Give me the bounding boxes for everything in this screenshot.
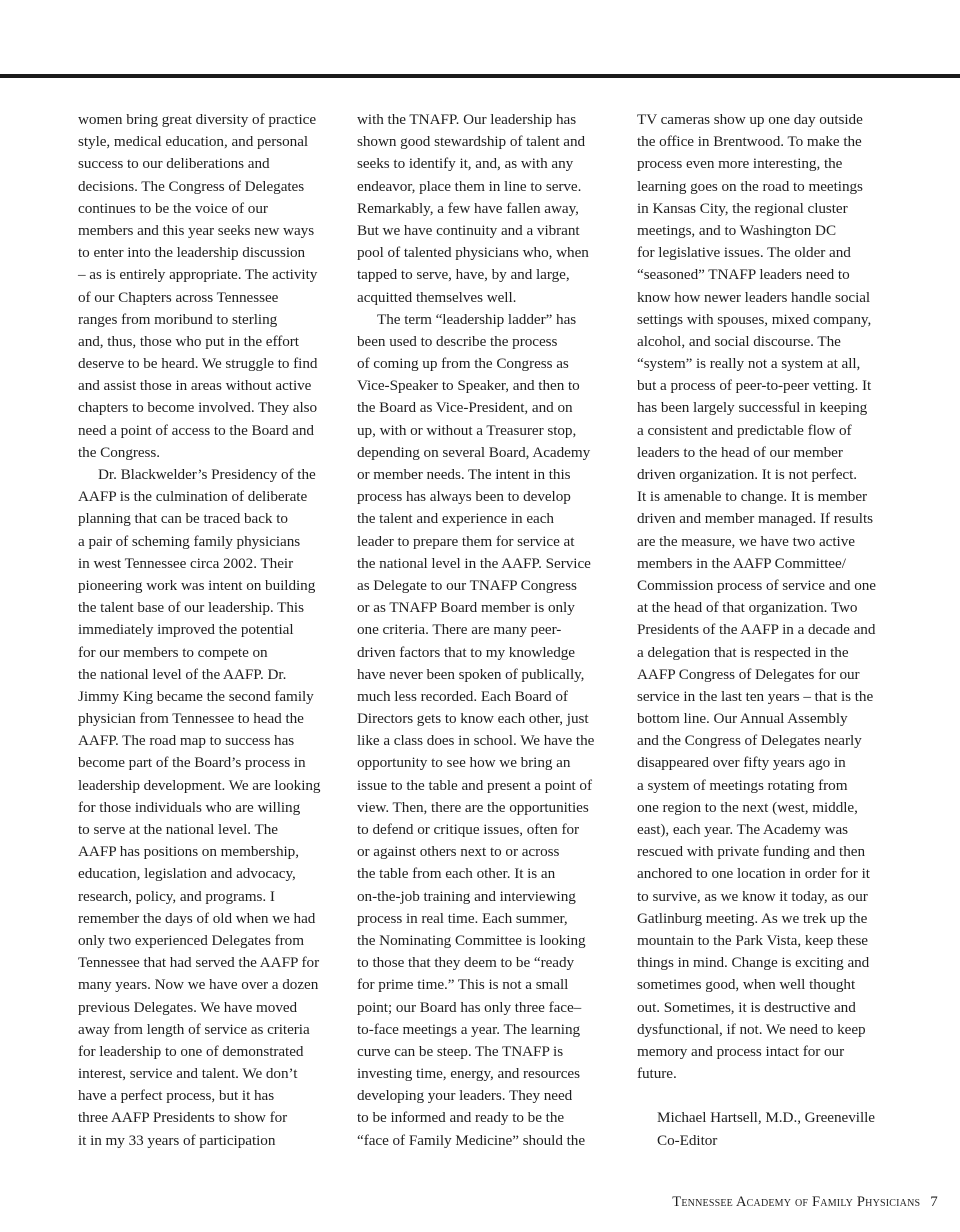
- text-line: like a class does in school. We have the: [357, 732, 595, 750]
- text-line: Vice-Speaker to Speaker, and then to: [357, 377, 580, 395]
- text-line: only two experienced Delegates from: [78, 931, 304, 949]
- text-line: alcohol, and social discourse. The: [637, 332, 841, 350]
- text-line: the Board as Vice-President, and on: [357, 399, 573, 417]
- text-line: driven organization. It is not perfect.: [637, 466, 858, 483]
- text-line: “system” is really not a system at all,: [637, 355, 861, 373]
- text-line: to those that they deem to be “ready: [357, 954, 575, 972]
- text-line: things in mind. Change is exciting and: [637, 954, 870, 972]
- text-line: decisions. The Congress of Delegates: [78, 177, 305, 195]
- text-line: driven factors that to my knowledge: [357, 643, 575, 661]
- text-line: pioneering work was intent on building: [78, 576, 316, 594]
- text-line: success to our deliberations and: [78, 155, 270, 173]
- text-line: for those individuals who are willing: [78, 798, 301, 816]
- text-line: the office in Brentwood. To make the: [637, 133, 862, 151]
- text-line: planning that can be traced back to: [78, 510, 288, 528]
- text-line: shown good stewardship of talent and: [357, 133, 586, 151]
- text-line: memory and process intact for our: [637, 1042, 845, 1060]
- text-line: the table from each other. It is an: [357, 865, 556, 883]
- text-line: it in my 33 years of participation: [78, 1131, 276, 1149]
- text-line: away from length of service as criteria: [78, 1020, 310, 1038]
- text-line: for legislative issues. The older and: [637, 244, 851, 262]
- text-line: meetings, and to Washington DC: [637, 221, 837, 239]
- text-line: a delegation that is respected in the: [637, 643, 849, 661]
- text-line: deserve to be heard. We struggle to find: [78, 355, 318, 373]
- text-line: and assist those in areas without active: [78, 377, 312, 395]
- text-line: to serve at the national level. The: [78, 821, 278, 838]
- text-line: and the Congress of Delegates nearly: [637, 732, 862, 750]
- top-rule: [0, 74, 960, 78]
- text-line: dysfunctional, if not. We need to keep: [637, 1020, 866, 1038]
- text-line: in west Tennessee circa 2002. Their: [78, 554, 294, 572]
- text-line: AAFP. The road map to success has: [78, 732, 295, 750]
- text-line: AAFP Congress of Delegates for our: [637, 665, 860, 683]
- text-line: process even more interesting, the: [637, 155, 843, 173]
- text-column-1: [78, 109, 348, 1152]
- text-line: Jimmy King became the second family: [78, 687, 314, 705]
- text-line: rescued with private funding and then: [637, 843, 866, 861]
- page-number: 7: [930, 1194, 938, 1210]
- text-line: to enter into the leadership discussion: [78, 244, 306, 262]
- text-line: opportunity to see how we bring an: [357, 754, 571, 772]
- text-line: point; our Board has only three face–: [357, 998, 582, 1016]
- text-line: acquitted themselves well.: [357, 288, 517, 306]
- text-line: one region to the next (west, middle,: [637, 798, 858, 816]
- text-line: style, medical education, and personal: [78, 133, 309, 151]
- text-line: the national level of the AAFP. Dr.: [78, 665, 287, 683]
- text-line: the talent base of our leadership. This: [78, 599, 304, 617]
- text-line: view. Then, there are the opportunities: [357, 798, 589, 816]
- text-line: has been largely successful in keeping: [637, 399, 868, 417]
- text-line: as Delegate to our TNAFP Congress: [357, 576, 577, 594]
- text-line: the talent and experience in each: [357, 510, 554, 528]
- text-line: But we have continuity and a vibrant: [357, 221, 580, 239]
- text-line: sometimes good, when well thought: [637, 976, 856, 994]
- text-line: issue to the table and present a point of: [357, 776, 592, 794]
- text-line: to defend or critique issues, often for: [357, 821, 579, 838]
- text-line: driven and member managed. If results: [637, 510, 874, 528]
- text-line: leaders to the head of our member: [637, 443, 843, 461]
- text-line: for prime time.” This is not a small: [357, 976, 569, 994]
- text-line: out. Sometimes, it is destructive and: [637, 998, 856, 1016]
- text-line: become part of the Board’s process in: [78, 754, 306, 772]
- text-line: pool of talented physicians who, when: [357, 244, 589, 262]
- text-line: in Kansas City, the regional cluster: [637, 199, 848, 217]
- text-line: a system of meetings rotating from: [637, 776, 848, 794]
- text-line: ranges from moribund to sterling: [78, 310, 278, 328]
- text-line: previous Delegates. We have moved: [78, 998, 298, 1016]
- text-line: women bring great diversity of practice: [78, 111, 317, 128]
- text-line: or as TNAFP Board member is only: [357, 599, 575, 617]
- text-line: many years. Now we have over a dozen: [78, 976, 319, 994]
- text-line: the national level in the AAFP. Service: [357, 554, 591, 572]
- text-line: “seasoned” TNAFP leaders need to: [637, 266, 850, 284]
- text-line: future.: [637, 1065, 677, 1083]
- text-line: to survive, as we know it today, as our: [637, 887, 868, 905]
- text-line: have never been spoken of publically,: [357, 665, 585, 683]
- text-line: much less recorded. Each Board of: [357, 687, 568, 705]
- text-line: need a point of access to the Board and: [78, 421, 314, 439]
- text-line: Gatlinburg meeting. As we trek up the: [637, 909, 868, 927]
- text-line: seeks to identify it, and, as with any: [357, 155, 574, 173]
- text-line: at the head of that organization. Two: [637, 599, 858, 617]
- text-line: disappeared over fifty years ago in: [637, 754, 846, 772]
- text-line: chapters to become involved. They also: [78, 399, 318, 417]
- text-line: tapped to serve, have, by and large,: [357, 266, 570, 284]
- text-line: of coming up from the Congress as: [357, 355, 569, 373]
- text-line: and, thus, those who put in the effort: [78, 332, 299, 350]
- text-column-2: [357, 109, 627, 1152]
- text-line: know how newer leaders handle social: [637, 288, 871, 306]
- paragraph-gap: [637, 1085, 907, 1107]
- text-line: bottom line. Our Annual Assembly: [637, 710, 848, 728]
- text-line: research, policy, and programs. I: [78, 887, 275, 905]
- text-line: anchored to one location in order for it: [637, 865, 870, 883]
- text-line: developing your leaders. They need: [357, 1087, 573, 1105]
- text-line: Directors gets to know each other, just: [357, 710, 589, 728]
- publication-name: Tennessee Academy of Family Physicians: [672, 1194, 921, 1210]
- text-line: been used to describe the process: [357, 332, 558, 350]
- text-line: or against others next to or across: [357, 843, 560, 861]
- text-line: physician from Tennessee to head the: [78, 710, 304, 728]
- text-line: the Congress.: [78, 443, 161, 461]
- text-line: education, legislation and advocacy,: [78, 865, 296, 883]
- text-line: a consistent and predictable flow of: [637, 421, 852, 439]
- text-line: are the measure, we have two active: [637, 532, 855, 550]
- text-line: Presidents of the AAFP in a decade and: [637, 621, 876, 639]
- text-line: one criteria. There are many peer-: [357, 621, 562, 639]
- text-line: to-face meetings a year. The learning: [357, 1020, 581, 1038]
- text-line: endeavor, place them in line to serve.: [357, 177, 582, 195]
- text-line: or member needs. The intent in this: [357, 466, 571, 483]
- text-line: AAFP is the culmination of deliberate: [78, 488, 308, 506]
- text-line: immediately improved the potential: [78, 621, 294, 639]
- text-line: of our Chapters across Tennessee: [78, 288, 279, 306]
- text-line: the Nominating Committee is looking: [357, 931, 586, 949]
- text-line: east), each year. The Academy was: [637, 821, 849, 838]
- text-line: depending on several Board, Academy: [357, 443, 591, 461]
- text-line: leadership development. We are looking: [78, 776, 321, 794]
- text-line: process in real time. Each summer,: [357, 909, 568, 927]
- text-line: continues to be the voice of our: [78, 199, 268, 217]
- text-line: up, with or without a Treasurer stop,: [357, 421, 577, 439]
- text-line: three AAFP Presidents to show for: [78, 1109, 288, 1127]
- text-line: settings with spouses, mixed company,: [637, 310, 872, 328]
- text-line: Remarkably, a few have fallen away,: [357, 199, 579, 217]
- text-line: on-the-job training and interviewing: [357, 887, 576, 905]
- text-line: for leadership to one of demonstrated: [78, 1042, 304, 1060]
- text-line: The term “leadership ladder” has: [377, 310, 577, 328]
- text-line: Tennessee that had served the AAFP for: [78, 954, 320, 972]
- text-line: members and this year seeks new ways: [78, 221, 315, 239]
- text-line: have a perfect process, but it has: [78, 1087, 275, 1105]
- text-line: a pair of scheming family physicians: [78, 532, 301, 550]
- text-line: investing time, energy, and resources: [357, 1065, 580, 1083]
- text-line: service in the last ten years – that is the: [637, 687, 874, 705]
- text-line: Dr. Blackwelder’s Presidency of the: [98, 466, 316, 483]
- text-line: with the TNAFP. Our leadership has: [357, 111, 577, 128]
- text-line: leader to prepare them for service at: [357, 532, 575, 550]
- text-line: to be informed and ready to be the: [357, 1109, 565, 1127]
- text-column-3: [637, 109, 907, 1152]
- text-line: It is amenable to change. It is member: [637, 488, 868, 506]
- text-line: members in the AAFP Committee/: [637, 554, 846, 572]
- text-line: Co-Editor: [657, 1131, 718, 1149]
- text-line: TV cameras show up one day outside: [637, 111, 863, 128]
- text-line: curve can be steep. The TNAFP is: [357, 1042, 564, 1060]
- text-line: learning goes on the road to meetings: [637, 177, 863, 195]
- text-line: Michael Hartsell, M.D., Greeneville: [657, 1109, 875, 1127]
- text-line: – as is entirely appropriate. The activity: [78, 266, 318, 284]
- text-line: for our members to compete on: [78, 643, 268, 661]
- text-line: Commission process of service and one: [637, 576, 876, 594]
- text-line: but a process of peer-to-peer vetting. It: [637, 377, 872, 395]
- text-line: process has always been to develop: [357, 488, 571, 506]
- text-line: “face of Family Medicine” should the: [357, 1131, 586, 1149]
- page-footer: [0, 1194, 938, 1211]
- text-line: AAFP has positions on membership,: [78, 843, 299, 861]
- text-line: interest, service and talent. We don’t: [78, 1065, 298, 1083]
- text-line: remember the days of old when we had: [78, 909, 316, 927]
- text-line: mountain to the Park Vista, keep these: [637, 931, 868, 949]
